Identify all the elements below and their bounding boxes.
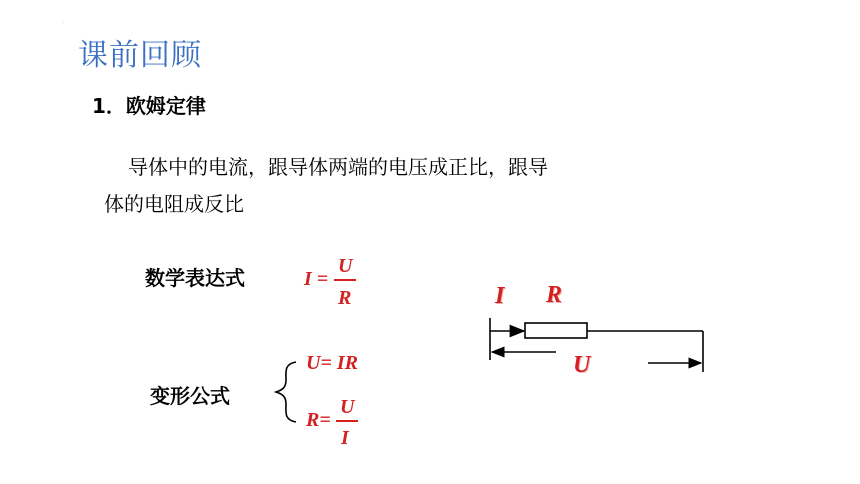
definition-line-1: 导体中的电流，跟导体两端的电压成正比，跟导 bbox=[128, 155, 548, 179]
formula-label: 数学表达式 bbox=[145, 266, 245, 290]
variant-1: U= IR bbox=[306, 352, 358, 374]
slide-title: 课前回顾 bbox=[78, 38, 202, 73]
variant-2-lhs: R= bbox=[306, 409, 331, 431]
definition-line-2: 体的电阻成反比 bbox=[104, 192, 244, 216]
resistor bbox=[525, 323, 587, 338]
circuit-current-label: I bbox=[495, 283, 505, 309]
formula-numerator: U bbox=[338, 255, 353, 277]
formula-denominator: R bbox=[338, 287, 352, 309]
circuit-voltage-label: U bbox=[573, 352, 591, 378]
corner-mark: . bbox=[62, 18, 64, 25]
circuit-resistor-label: R bbox=[546, 282, 563, 308]
variant-2-numerator: U bbox=[340, 396, 355, 418]
formula-lhs: I = bbox=[304, 268, 329, 290]
variant-2-denominator: I bbox=[341, 427, 349, 449]
section-heading: 1．欧姆定律 bbox=[92, 94, 206, 118]
variants-label: 变形公式 bbox=[150, 384, 230, 408]
